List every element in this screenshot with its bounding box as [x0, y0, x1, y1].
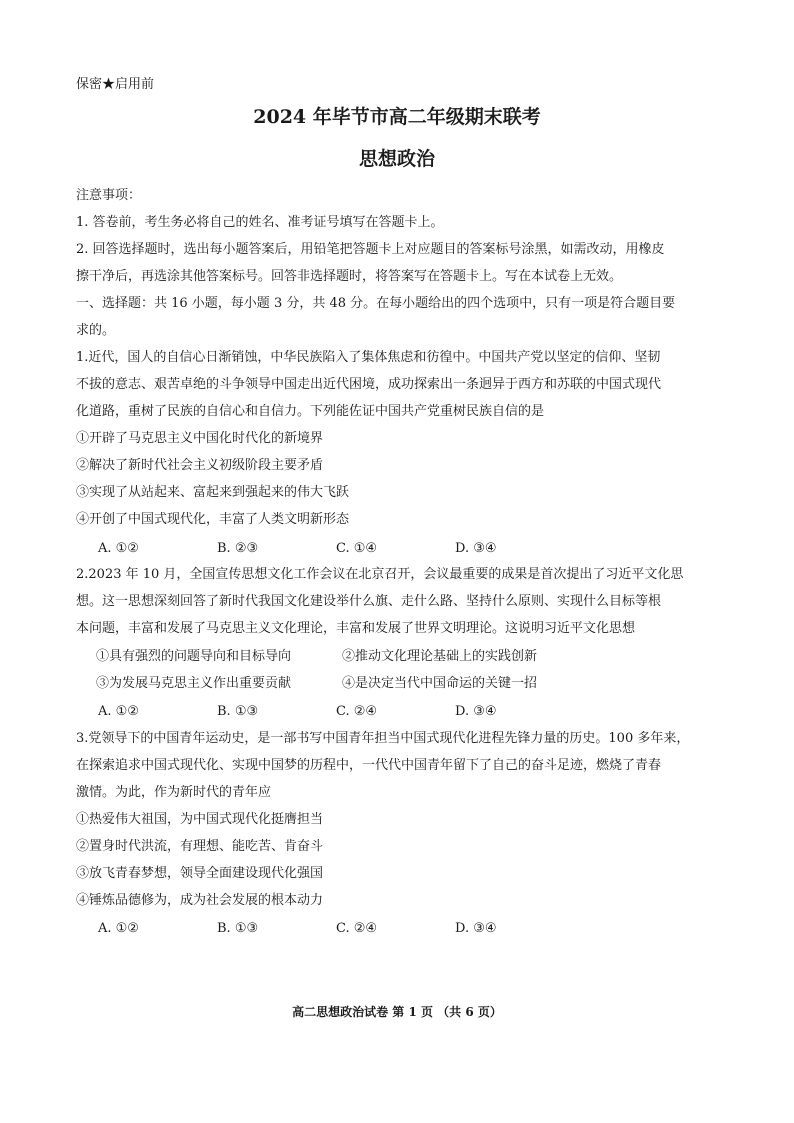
confidential-label: 保密★启用前	[76, 77, 155, 92]
notes-item-1: 1. 答卷前，考生务必将自己的姓名、准考证号填写在答题卡上。	[76, 215, 444, 230]
q2-choice-a[interactable]: A. ①②	[98, 704, 139, 719]
section-instruction-line-1: 一、选择题：共 16 小题，每小题 3 分，共 48 分。在每小题给出的四个选项中，只有一项是符合题目要	[76, 296, 676, 311]
q1-choice-a[interactable]: A. ①②	[98, 541, 139, 556]
subject-title: 思想政治	[358, 148, 435, 170]
q2-statement-3: ③为发展马克思主义作出重要贡献	[96, 676, 292, 691]
q3-stem-line-3: 激情。为此，作为新时代的青年应	[76, 785, 272, 800]
q1-choice-c[interactable]: C. ①④	[336, 541, 378, 556]
page-footer: 高二思想政治试卷 第 1 页 （共 6 页）	[292, 1005, 502, 1019]
q3-choices	[98, 920, 574, 938]
q2-statement-1: ①具有强烈的问题导向和目标导向	[96, 649, 292, 664]
q1-choice-d[interactable]: D. ③④	[455, 541, 497, 556]
q1-choice-b[interactable]: B. ②③	[217, 541, 259, 556]
q2-stem-line-2: 想。这一思想深刻回答了新时代我国文化建设举什么旗、走什么路、坚持什么原则、实现什么目标等根	[76, 594, 662, 609]
q1-choices	[98, 540, 574, 558]
notes-item-2-line-2: 擦干净后，再选涂其他答案标号。回答非选择题时，将答案写在答题卡上。写在本试卷上无效。	[76, 269, 623, 284]
q2-choice-b[interactable]: B. ①③	[217, 704, 259, 719]
section-instruction-line-2: 求的。	[76, 323, 116, 338]
q2-stem-line-3: 本问题，丰富和发展了马克思主义文化理论，丰富和发展了世界文明理论。这说明习近平文化思想	[76, 621, 636, 636]
q2-statements-row-2	[96, 675, 537, 693]
q3-choice-d[interactable]: D. ③④	[455, 921, 497, 936]
q1-statement-2: ②解决了新时代社会主义初级阶段主要矛盾	[76, 458, 324, 473]
notes-heading: 注意事项：	[76, 188, 142, 203]
q3-statement-3: ③放飞青春梦想，领导全面建设现代化强国	[76, 866, 324, 881]
q1-statement-1: ①开辟了马克思主义中国化时代化的新境界	[76, 431, 324, 446]
q2-choice-d[interactable]: D. ③④	[455, 704, 497, 719]
q3-choice-a[interactable]: A. ①②	[98, 921, 139, 936]
q3-statement-1: ①热爱伟大祖国，为中国式现代化挺膺担当	[76, 812, 324, 827]
q2-statements-row-1	[96, 648, 537, 666]
q2-choice-c[interactable]: C. ②④	[336, 704, 378, 719]
page-title: 2024 年毕节市高二年级期末联考	[253, 106, 541, 128]
q1-statement-4: ④开创了中国式现代化，丰富了人类文明新形态	[76, 512, 350, 527]
q1-stem-line-2: 不拔的意志、艰苦卓绝的斗争领导中国走出近代困境，成功探索出一条迥异于西方和苏联的中国式现代	[76, 377, 662, 392]
q3-statement-2: ②置身时代洪流，有理想、能吃苦、肯奋斗	[76, 839, 324, 854]
q2-statement-2: ②推动文化理论基础上的实践创新	[342, 649, 538, 664]
q1-statement-3: ③实现了从站起来、富起来到强起来的伟大飞跃	[76, 485, 350, 500]
q2-statement-4: ④是决定当代中国命运的关键一招	[342, 676, 538, 691]
q3-choice-c[interactable]: C. ②④	[336, 921, 378, 936]
q1-stem-line-3: 化道路，重树了民族的自信心和自信力。下列能佐证中国共产党重树民族自信的是	[76, 404, 545, 419]
q3-choice-b[interactable]: B. ①③	[217, 921, 259, 936]
q3-statement-4: ④锤炼品德修为，成为社会发展的根本动力	[76, 893, 324, 908]
q3-stem-line-2: 在探索追求中国式现代化、实现中国梦的历程中，一代代中国青年留下了自己的奋斗足迹，燃烧了青春	[76, 758, 662, 773]
notes-item-2-line-1: 2. 回答选择题时，选出每小题答案后，用铅笔把答题卡上对应题目的答案标号涂黑，如需改动，用橡皮	[76, 242, 665, 257]
q1-stem-line-1: 1.近代，国人的自信心日渐销蚀，中华民族陷入了集体焦虑和彷徨中。中国共产党以坚定的信仰、坚韧	[76, 350, 661, 365]
q2-choices	[98, 703, 574, 721]
q2-stem-line-1: 2.2023 年 10 月，全国宣传思想文化工作会议在北京召开，会议最重要的成果是首次提出了习近平文化思	[76, 567, 684, 582]
q3-stem-line-1: 3.党领导下的中国青年运动史，是一部书写中国青年担当中国式现代化进程先锋力量的历史。100 多年来，	[76, 731, 690, 746]
